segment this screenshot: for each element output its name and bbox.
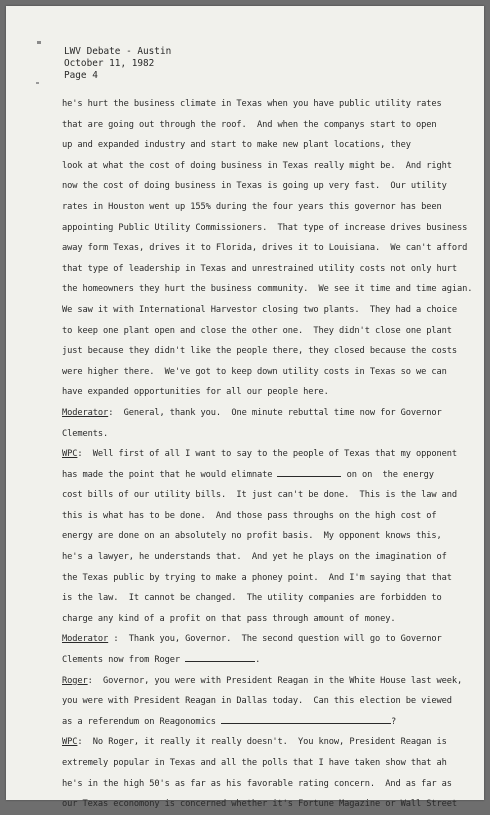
- header-title: LWV Debate - Austin: [64, 46, 172, 57]
- transcript-line: just because they didn't like the people there, they closed because the costs: [62, 346, 458, 357]
- speaker-text: : General, thank you. One minute rebuttal time now for Governor: [108, 407, 442, 418]
- line-start: as a referendum on Reagonomics: [62, 716, 222, 727]
- speaker-label: WPC: [62, 737, 78, 748]
- transcript-line: [62, 650, 474, 671]
- line-end: .: [255, 655, 261, 666]
- speaker-line: [62, 403, 474, 424]
- transcript-line: he's a lawyer, he understands that. And yet he plays on the imagination of: [62, 552, 447, 563]
- transcript-line: our Texas economony is concerned whether it's Fortune Magazine or Wall Street: [62, 799, 458, 810]
- punch-mark: [36, 82, 39, 84]
- speaker-label: Moderator: [62, 407, 109, 418]
- transcript-line: now the cost of doing business in Texas is going up very fast. Our utility: [62, 181, 447, 192]
- document-page: [6, 6, 484, 810]
- speaker-text: : No Roger, it really it really doesn't. You know, President Reagan is: [77, 737, 447, 748]
- transcript-line: Clements.: [62, 428, 109, 439]
- speaker-text: : Thank you, Governor. The second question will go to Governor: [108, 634, 442, 645]
- transcript-line: he's hurt the business climate in Texas when you have public utility rates: [62, 99, 442, 109]
- transcript-line: to keep one plant open and close the other one. They didn't close one plant: [62, 325, 452, 336]
- header-date: October 11, 1982: [64, 58, 155, 69]
- transcript-line: he's in the high 50's as far as his favorable rating concern. And as far as: [62, 778, 452, 789]
- header-page-number: Page 4: [64, 70, 98, 81]
- transcript-line: up and expanded industry and start to make new plant locations, they: [62, 140, 411, 151]
- transcript-line: this is what has to be done. And those pass throughs on the high cost of: [62, 510, 437, 521]
- transcript-line: away form Texas, drives it to Florida, drives it to Louisiana. We can't afford: [62, 243, 468, 254]
- transcript-line: We saw it with International Harvestor closing two plants. They had a choice: [62, 304, 458, 315]
- transcript-line: [62, 465, 474, 486]
- transcript-line: you were with President Reagan in Dallas today. Can this election be viewed: [62, 696, 452, 707]
- transcript-line: is the law. It cannot be changed. The utility companies are forbidden to: [62, 593, 442, 604]
- speaker-label: Moderator: [62, 634, 109, 645]
- transcript-line: charge any kind of a profit on that pass through amount of money.: [62, 613, 396, 624]
- speaker-line: [62, 732, 474, 753]
- line-end: on on the energy: [341, 469, 434, 480]
- blank-underline: [221, 714, 391, 724]
- speaker-line: [62, 444, 474, 465]
- transcript-line: appointing Public Utility Commissioners. That type of increase drives business: [62, 222, 468, 233]
- line-start: Clements now from Roger: [62, 655, 186, 666]
- line-end: ?: [391, 716, 397, 727]
- blank-underline: [277, 467, 341, 477]
- speaker-label: Roger: [62, 675, 88, 686]
- speaker-text: : Governor, you were with President Reagan in the White House last week,: [87, 675, 463, 686]
- speaker-line: [62, 629, 474, 650]
- transcript-line: that type of leadership in Texas and unrestrained utility costs not only hurt: [62, 263, 458, 274]
- transcript-line: cost bills of our utility bills. It just can't be done. This is the law and: [62, 490, 458, 501]
- transcript-line: that are going out through the roof. And when the companys start to open: [62, 119, 437, 130]
- transcript-line: look at what the cost of doing business in Texas really might be. And right: [62, 160, 452, 171]
- blank-underline: [185, 652, 255, 662]
- transcript-line: [62, 712, 474, 733]
- document-header: [64, 46, 171, 82]
- speaker-text: : Well first of all I want to say to the people of Texas that my opponent: [77, 449, 458, 460]
- transcript-body: [62, 94, 474, 815]
- speaker-line: [62, 671, 474, 692]
- transcript-line: energy are done on an absolutely no profit basis. My opponent knows this,: [62, 531, 442, 542]
- punch-mark: [37, 41, 41, 44]
- transcript-line: were higher there. We've got to keep down utility costs in Texas so we can: [62, 366, 447, 377]
- transcript-line: the Texas public by trying to make a phoney point. And I'm saying that that: [62, 572, 452, 583]
- transcript-line: extremely popular in Texas and all the polls that I have taken show that ah: [62, 758, 447, 768]
- line-start: has made the point that he would elimnate: [62, 469, 278, 480]
- transcript-line: have expanded opportunities for all our people here.: [62, 387, 329, 398]
- transcript-line: rates in Houston went up 155% during the four years this governor has been: [62, 201, 442, 212]
- speaker-label: WPC: [62, 449, 78, 460]
- transcript-line: the homeowners they hurt the business community. We see it time and time agian.: [62, 284, 473, 295]
